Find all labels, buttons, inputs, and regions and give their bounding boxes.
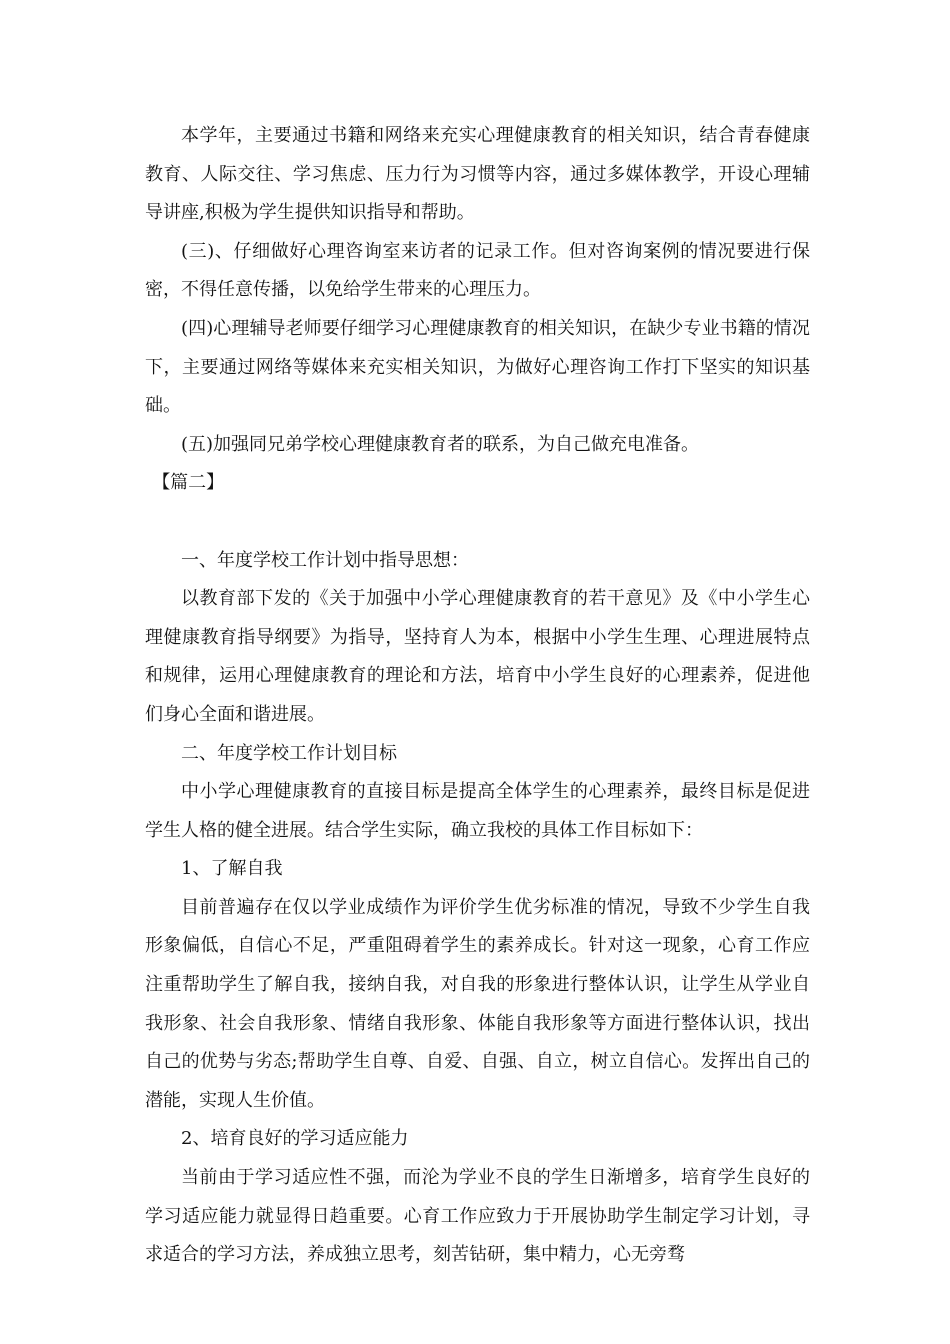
paragraph: (三)、仔细做好心理咨询室来访者的记录工作。但对咨询案例的情况要进行保密，不得任意传播，以免给学生带来的心理压力。: [145, 240, 810, 301]
paragraph: 目前普遍存在仅以学业成绩作为评价学生优劣标准的情况，导致不少学生自我形象偏低，自信心不足，严重阻碍着学生的素养成长。针对这一现象，心育工作应注重帮助学生了解自我，接纳自我，对自我的形象进行整体认识，让学生从学业自我形象、社会自我形象、情绪自我形象、体能自我形象等方面进行整体认识，找出自己的优势与劣态;帮助学生自尊、自爱、自强、自立，树立自信心。发挥出自己的潜能，实现人生价值。: [145, 896, 810, 1111]
paragraph: 1、了解自我: [181, 858, 283, 880]
blank-line: [145, 503, 810, 542]
paragraph: 一、年度学校工作计划中指导思想：: [181, 549, 469, 571]
paragraph: (四)心理辅导老师要仔细学习心理健康教育的相关知识，在缺少专业书籍的情况下，主要通过网络等媒体来充实相关知识，为做好心理咨询工作打下坚实的知识基础。: [145, 317, 810, 417]
paragraph: 以教育部下发的《关于加强中小学心理健康教育的若干意见》及《中小学生心理健康教育指导纲要》为指导，坚持育人为本，根据中小学生生理、心理进展特点和规律，运用心理健康教育的理论和方法，培育中小学生良好的心理素养，促进他们身心全面和谐进展。: [145, 588, 810, 725]
document-body: [145, 117, 810, 1275]
paragraph: 中小学心理健康教育的直接目标是提高全体学生的心理素养，最终目标是促进学生人格的健全进展。结合学生实际，确立我校的具体工作目标如下：: [145, 781, 810, 841]
section-heading: 【篇二】: [152, 472, 225, 494]
paragraph: (五)加强同兄弟学校心理健康教育者的联系，为自己做充电准备。: [181, 433, 700, 455]
paragraph: 本学年，主要通过书籍和网络来充实心理健康教育的相关知识，结合青春健康教育、人际交往、学习焦虑、压力行为习惯等内容，通过多媒体教学，开设心理辅导讲座,积极为学生提供知识指导和帮助。: [145, 125, 810, 224]
paragraph: 二、年度学校工作计划目标: [181, 742, 397, 764]
paragraph: 2、培育良好的学习适应能力: [181, 1128, 409, 1150]
paragraph: 当前由于学习适应性不强，而沦为学业不良的学生日渐增多，培育学生良好的学习适应能力就显得日趋重要。心育工作应致力于开展协助学生制定学习计划，寻求适合的学习方法，养成独立思考，刻苦钻研，集中精力，心无旁骛: [145, 1167, 810, 1266]
